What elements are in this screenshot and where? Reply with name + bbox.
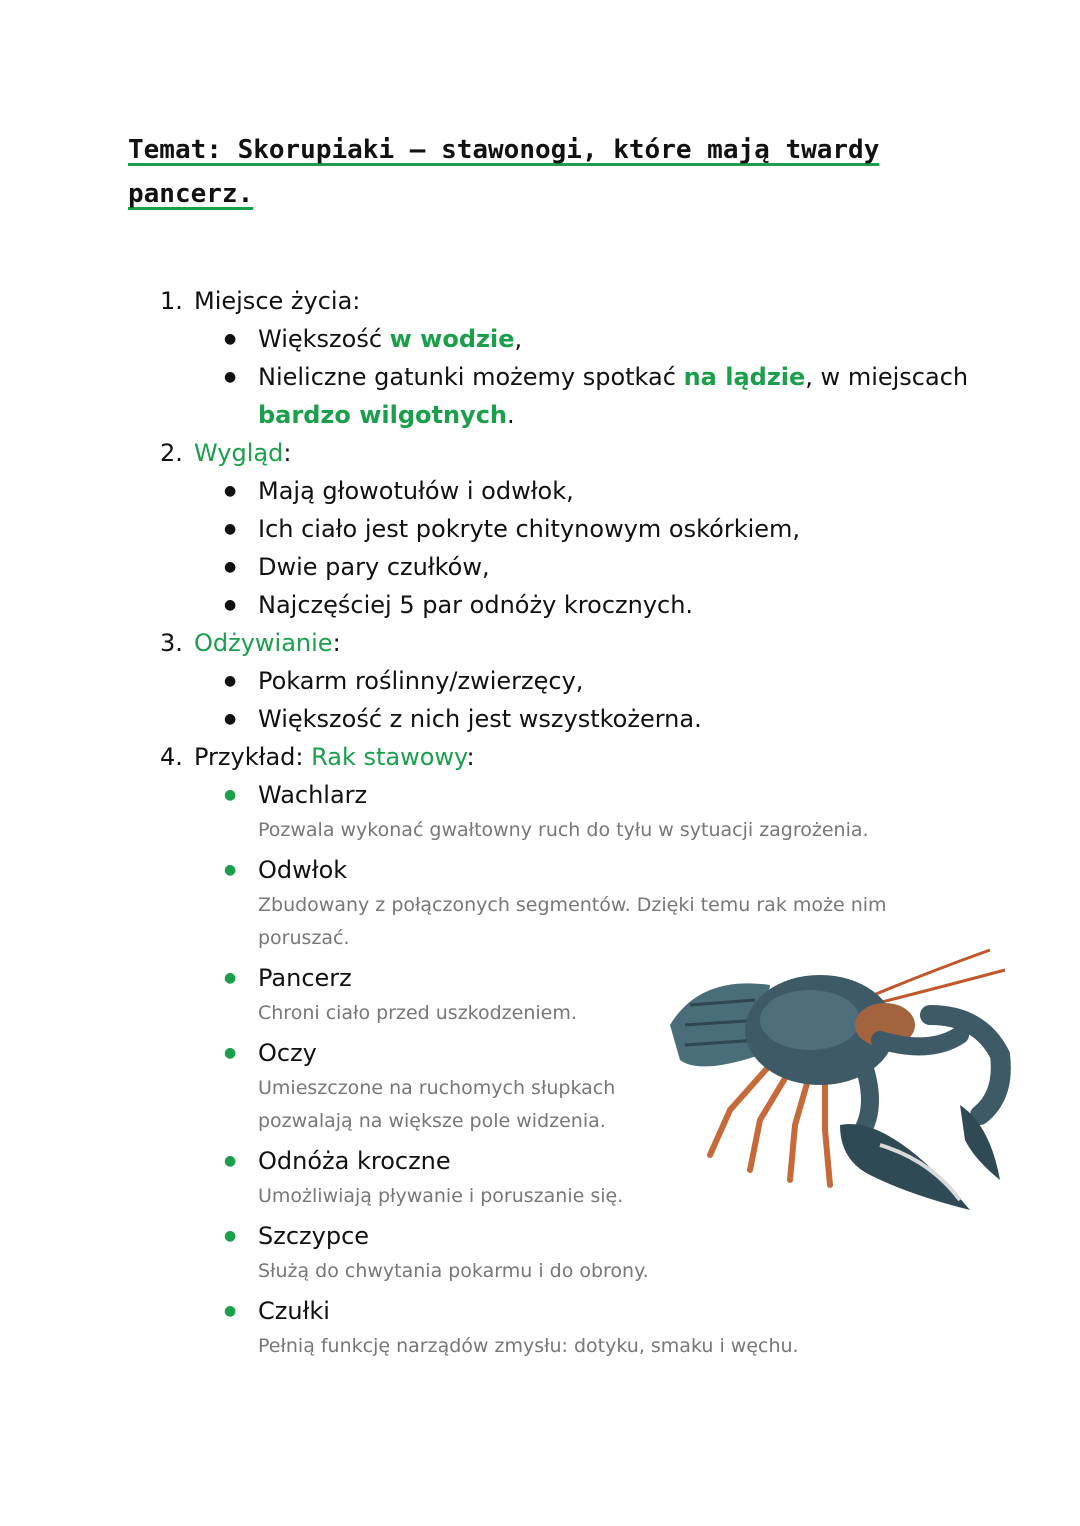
list-item: ● Dwie pary czułków, bbox=[224, 548, 978, 586]
nutrition-list bbox=[224, 662, 960, 738]
part-name: ● Pancerz bbox=[224, 959, 978, 997]
part-name: ● Odwłok bbox=[224, 851, 978, 889]
part-description: Umożliwiają pływanie i poruszanie się. bbox=[258, 1185, 624, 1207]
part-name: ● Odnóża kroczne bbox=[224, 1142, 978, 1180]
section-label: Miejsce życia: bbox=[194, 287, 361, 315]
habitat-list bbox=[224, 320, 969, 434]
part-description: Pozwala wykonać gwałtowny ruch do tyłu w sytuacji zagrożenia. bbox=[258, 819, 869, 841]
part-description: Umieszczone na ruchomych słupkach pozwalają na większe pole widzenia. bbox=[258, 1077, 616, 1132]
part-description: Zbudowany z połączonych segmentów. Dzięki temu rak może nim poruszać. bbox=[258, 894, 887, 949]
list-item: ● Najczęściej 5 par odnóży krocznych. bbox=[224, 586, 978, 624]
part-description: Służą do chwytania pokarmu i do obrony. bbox=[258, 1260, 649, 1282]
title-line-2: pancerz. bbox=[128, 179, 254, 209]
part-name: ● Wachlarz bbox=[224, 776, 978, 814]
list-item: ● Pokarm roślinny/zwierzęcy, bbox=[224, 662, 978, 700]
part-name: ● Oczy bbox=[224, 1034, 978, 1072]
list-item: ● Większość w wodzie, bbox=[224, 320, 978, 358]
example-name: Rak stawowy bbox=[311, 743, 467, 771]
page-title bbox=[128, 128, 888, 216]
section-label: Odżywianie bbox=[194, 629, 333, 657]
section-label: Wygląd bbox=[194, 439, 284, 467]
section-example: 4. Przykład: Rak stawowy: bbox=[160, 743, 475, 771]
crayfish-illustration bbox=[660, 945, 1030, 1225]
part-description: Chroni ciało przed uszkodzeniem. bbox=[258, 1002, 577, 1024]
list-item: ● Ich ciało jest pokryte chitynowym oskórkiem, bbox=[224, 510, 978, 548]
title-line-1: Temat: Skorupiaki – stawonogi, które mają twardy bbox=[128, 135, 880, 165]
list-item: ● Nieliczne gatunki możemy spotkać na lądzie, w miejscach bardzo wilgotnych. bbox=[224, 358, 978, 434]
list-item: ● Większość z nich jest wszystkożerna. bbox=[224, 700, 978, 738]
appearance-list bbox=[224, 472, 960, 624]
section-habitat: 1. Miejsce życia: bbox=[160, 282, 960, 320]
section-nutrition: 3. Odżywianie: bbox=[160, 629, 341, 657]
part-description: Pełnią funkcję narządów zmysłu: dotyku, smaku i węchu. bbox=[258, 1335, 799, 1357]
part-name: ● Czułki bbox=[224, 1292, 978, 1330]
list-item: ● Mają głowotułów i odwłok, bbox=[224, 472, 978, 510]
section-label: Przykład: bbox=[194, 743, 312, 771]
part-name: ● Szczypce bbox=[224, 1217, 978, 1255]
section-appearance: 2. Wygląd: bbox=[160, 439, 292, 467]
